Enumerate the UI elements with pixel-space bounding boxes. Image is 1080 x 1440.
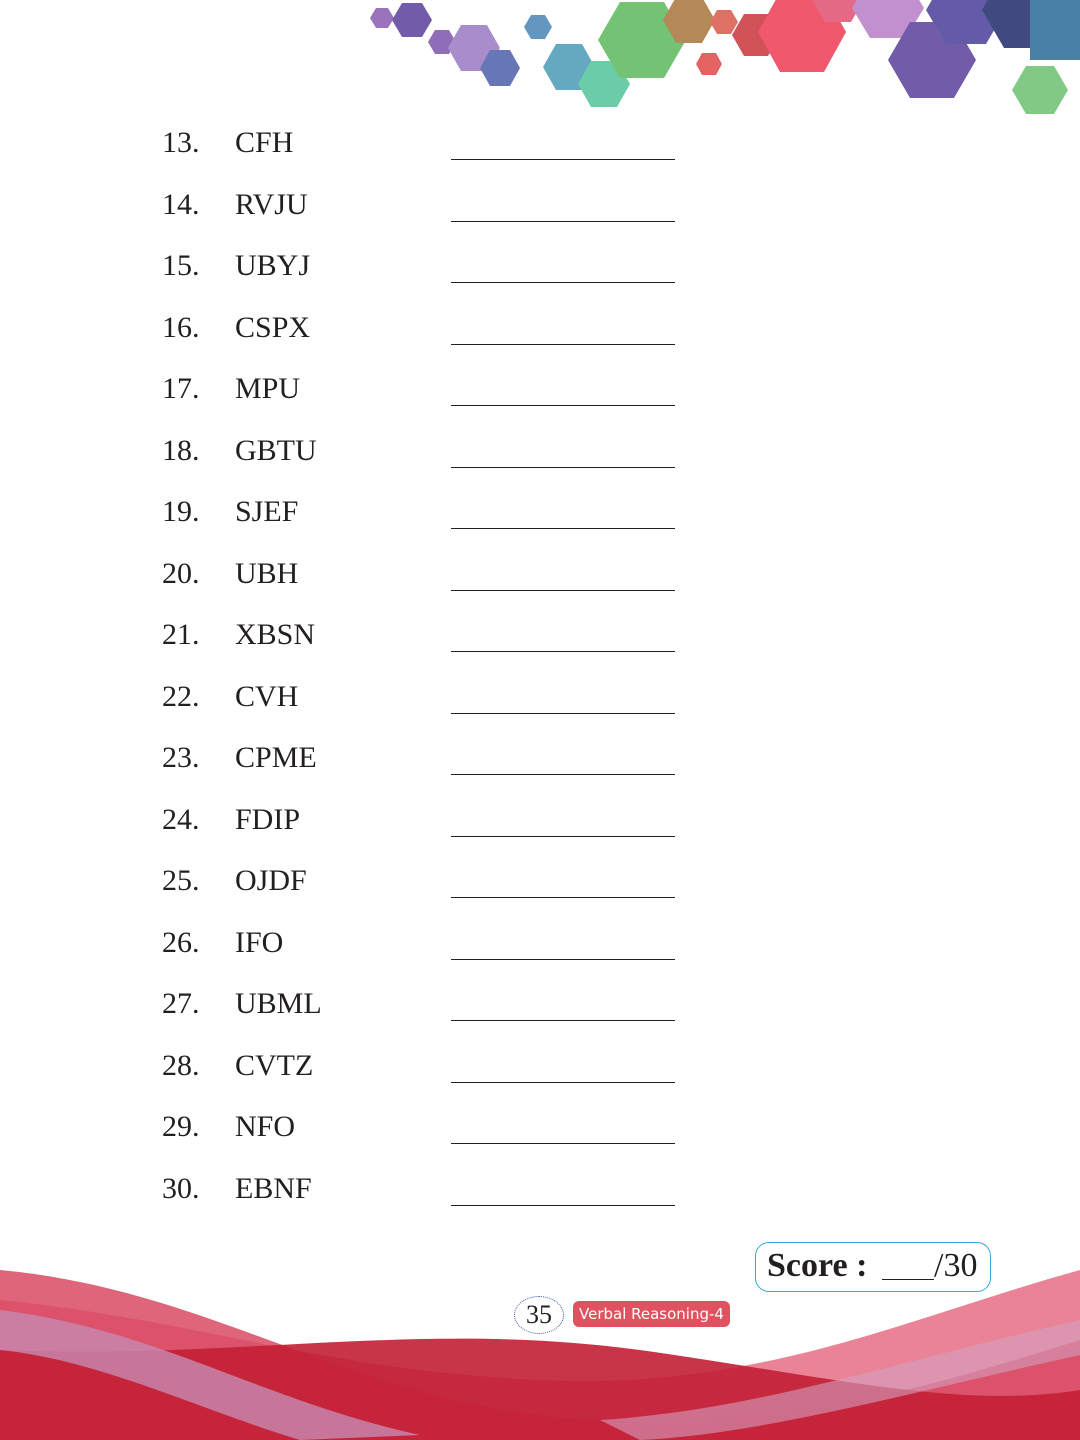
list-item [0, 308, 1080, 358]
item-number: 18. [162, 433, 200, 467]
item-code: EBNF [235, 1171, 312, 1205]
item-number: 21. [162, 618, 200, 651]
item-number: 16. [162, 310, 200, 344]
item-number: 28. [162, 1048, 200, 1082]
answer-line [451, 897, 675, 898]
answer-line [451, 1020, 675, 1021]
item-code: MPU [235, 372, 301, 405]
item-number: 22. [162, 679, 200, 713]
item-code: CVH [235, 679, 299, 713]
answer-line [451, 159, 675, 160]
item-code: CSPX [235, 310, 311, 344]
answer-line [451, 221, 675, 222]
item-number: 30. [162, 1171, 200, 1205]
list-item [0, 1107, 1080, 1157]
item-number: 14. [162, 187, 200, 221]
item-code: NFO [235, 1110, 296, 1143]
item-number: 13. [162, 126, 200, 159]
answer-line [451, 405, 675, 406]
list-item [0, 185, 1080, 235]
item-number: 20. [162, 556, 200, 590]
answer-line [451, 651, 675, 652]
score-blank-line [882, 1279, 934, 1280]
score-label: Score : [767, 1247, 868, 1284]
answer-line [451, 344, 675, 345]
answer-line [451, 282, 675, 283]
list-item [0, 861, 1080, 911]
item-code: CFH [235, 126, 294, 159]
item-number: 15. [162, 249, 200, 282]
item-number: 29. [162, 1110, 200, 1143]
list-item [0, 123, 1080, 173]
answer-line [451, 1143, 675, 1144]
item-code: OJDF [235, 864, 307, 897]
list-item [0, 369, 1080, 419]
item-code: FDIP [235, 802, 301, 836]
list-item [0, 615, 1080, 665]
item-code: SJEF [235, 495, 299, 528]
answer-line [451, 959, 675, 960]
score-total: /30 [934, 1247, 978, 1284]
item-code: XBSN [235, 618, 316, 651]
answer-line [451, 1082, 675, 1083]
answer-line [451, 1205, 675, 1206]
item-code: IFO [235, 925, 284, 959]
hexagon-decoration-icon [0, 0, 1080, 130]
list-item [0, 1169, 1080, 1219]
page-number: 35 [514, 1296, 564, 1334]
list-item [0, 800, 1080, 850]
item-code: UBML [235, 987, 322, 1020]
list-item [0, 984, 1080, 1034]
answer-line [451, 528, 675, 529]
item-code: UBYJ [235, 249, 311, 282]
item-code: GBTU [235, 433, 317, 467]
answer-line [451, 467, 675, 468]
answer-line [451, 590, 675, 591]
list-item [0, 246, 1080, 296]
score-box [755, 1242, 991, 1292]
list-item [0, 923, 1080, 973]
item-code: CPME [235, 741, 317, 774]
item-number: 25. [162, 864, 200, 897]
item-number: 27. [162, 987, 200, 1020]
answer-line [451, 713, 675, 714]
list-item [0, 554, 1080, 604]
item-number: 19. [162, 495, 200, 528]
item-code: CVTZ [235, 1048, 314, 1082]
book-title-label: Verbal Reasoning-4 [573, 1301, 730, 1327]
list-item [0, 431, 1080, 481]
answer-line [451, 774, 675, 775]
list-item [0, 1046, 1080, 1096]
answer-line [451, 836, 675, 837]
item-code: UBH [235, 556, 299, 590]
list-item [0, 492, 1080, 542]
item-number: 17. [162, 372, 200, 405]
list-item [0, 738, 1080, 788]
item-number: 23. [162, 741, 200, 774]
item-number: 24. [162, 802, 200, 836]
item-code: RVJU [235, 187, 308, 221]
list-item [0, 677, 1080, 727]
item-number: 26. [162, 925, 200, 959]
